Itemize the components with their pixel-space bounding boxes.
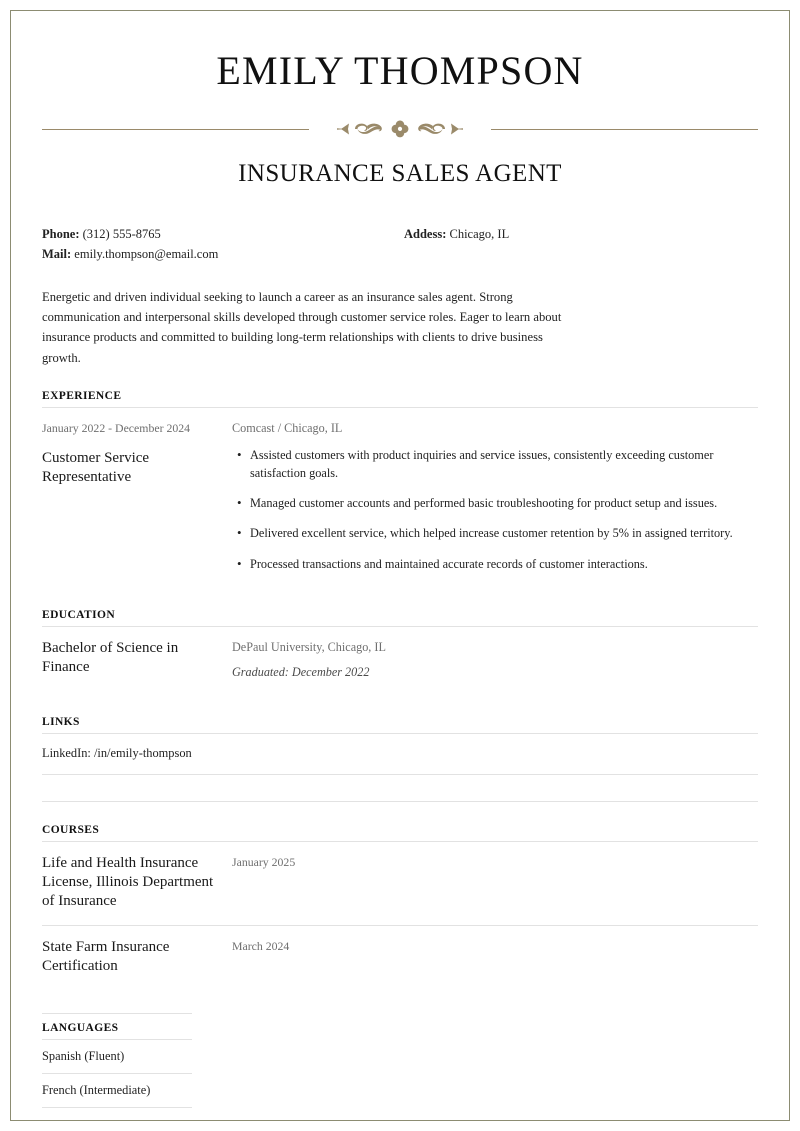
header-divider	[42, 116, 758, 142]
education-entry	[42, 627, 758, 695]
section-education	[42, 609, 758, 695]
education-entry-left	[42, 639, 232, 681]
mail-label: Mail:	[42, 247, 72, 262]
language-item: Spanish (Fluent)	[42, 1048, 125, 1063]
flourish-ornament-icon	[309, 117, 491, 141]
phone-row	[42, 224, 402, 244]
link-empty-row	[42, 775, 758, 801]
phone-label: Phone:	[42, 227, 80, 241]
section-courses	[42, 824, 758, 991]
experience-entry-left	[42, 420, 232, 573]
contact-right-column	[404, 224, 704, 244]
section-title-courses: COURSES	[42, 823, 100, 836]
course-entry	[42, 842, 758, 926]
course-date: March 2024	[232, 939, 290, 954]
section-languages	[42, 1013, 192, 1108]
course-entry-left	[42, 938, 232, 976]
phone-value: (312) 555-8765	[82, 227, 161, 241]
address-label: Addess:	[404, 227, 447, 241]
professional-summary: Energetic and driven individual seeking to launch a career as an insurance sales agent. Strong communication and interpersonal skills developed through customer service roles. Eager to learn about insurance products and committed to building long-term relationships with clients to drive business growth.	[42, 289, 562, 365]
mail-value: emily.thompson@email.com	[74, 247, 219, 262]
course-entry-left	[42, 854, 232, 912]
course-entry	[42, 926, 758, 990]
experience-date: January 2022 - December 2024	[42, 421, 191, 436]
page-title: EMILY THOMPSON	[216, 48, 584, 93]
language-row-rule	[42, 1107, 192, 1108]
address-row	[404, 224, 704, 244]
section-title-links: LINKS	[42, 716, 80, 729]
course-date: January 2025	[232, 854, 296, 869]
language-item: French (Intermediate)	[42, 1082, 151, 1097]
section-title-languages: LANGUAGES	[42, 1021, 119, 1034]
contact-block	[42, 224, 758, 265]
section-experience	[42, 390, 758, 587]
experience-entry	[42, 408, 758, 587]
link-item-linkedin[interactable]: LinkedIn: /in/emily-thompson	[42, 746, 192, 761]
address-value: Chicago, IL	[449, 227, 510, 241]
resume-content	[42, 30, 758, 1108]
section-title-experience: EXPERIENCE	[42, 390, 122, 403]
section-title-education: EDUCATION	[42, 608, 116, 621]
experience-organization: Comcast / Chicago, IL	[232, 421, 343, 436]
education-entry-right	[232, 639, 758, 681]
list-item: • Managed customer accounts and performed basic troubleshooting for product setup and issues.	[250, 494, 758, 512]
course-name: Life and Health Insurance License, Illinois Department of Insurance	[42, 854, 214, 910]
education-institution: DePaul University, Chicago, IL	[232, 639, 386, 654]
list-item: • Processed transactions and maintained accurate records of customer interactions.	[250, 555, 758, 573]
mail-row	[42, 244, 402, 264]
link-empty-row-rule	[42, 801, 758, 802]
section-links	[42, 716, 758, 801]
contact-left-column	[42, 224, 402, 265]
education-degree: Bachelor of Science in Finance	[42, 639, 179, 675]
course-entry-right	[232, 938, 758, 976]
education-graduation: Graduated: December 2022	[232, 665, 370, 680]
experience-bullet-list	[232, 446, 758, 573]
list-item: • Assisted customers with product inquiries and service issues, consistently exceeding customer satisfaction goals.	[250, 446, 758, 482]
list-item: • Delivered excellent service, which helped increase customer retention by 5% in assigned territory.	[250, 524, 758, 542]
experience-role: Customer Service Representative	[42, 450, 150, 486]
experience-entry-right	[232, 420, 758, 573]
course-name: State Farm Insurance Certification	[42, 939, 170, 975]
job-title-headline: INSURANCE SALES AGENT	[238, 160, 562, 187]
course-entry-right	[232, 854, 758, 912]
